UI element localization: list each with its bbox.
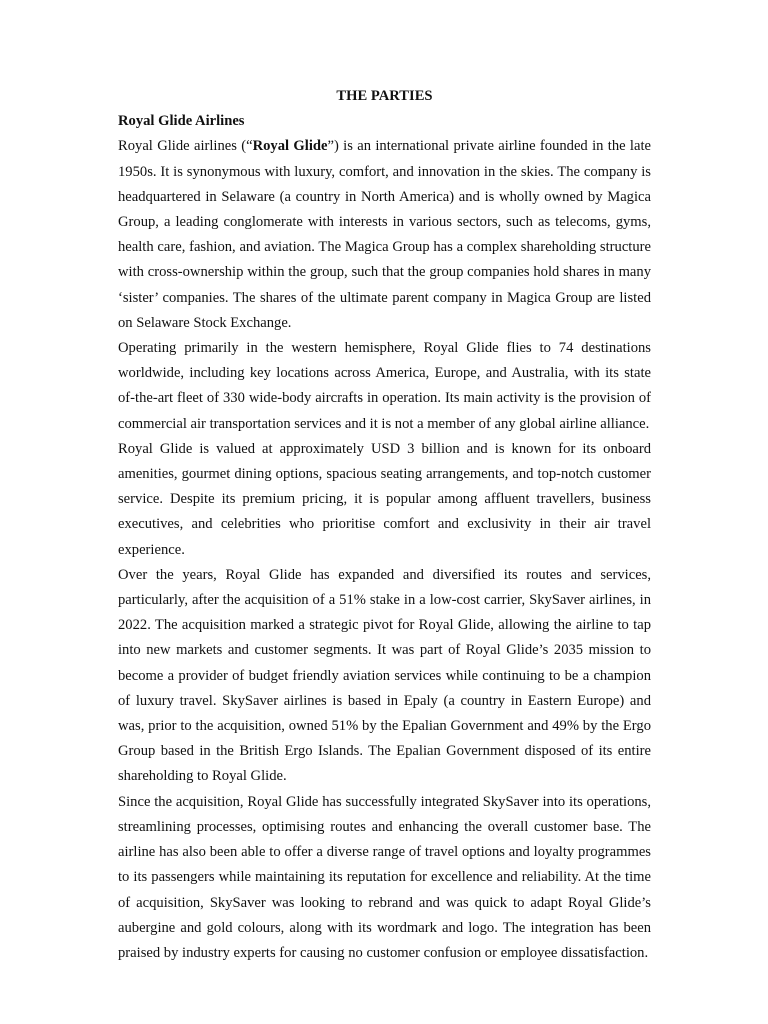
document-page (118, 84, 651, 966)
paragraph-integration: Since the acquisition, Royal Glide has successfully integrated SkySaver into its operations, streamlining processes, optimising routes and enhancing the overall customer base. The airline has also been able to offer a diverse range of travel options and loyalty programmes to its passengers while maintaining its reputation for excellence and reliability. At the time of acquisition, SkySaver was looking to rebrand and was quick to adapt Royal Glide’s aubergine and gold colours, along with its wordmark and logo. The integration has been praised by industry experts for causing no customer confusion or employee dissatisfaction. (118, 793, 651, 961)
paragraph-operations: Operating primarily in the western hemisphere, Royal Glide flies to 74 destinations worldwide, including key locations across America, Europe, and Australia, with its state of-the-art fleet of 330 wide-body aircrafts in operation. Its main activity is the provision of commercial air transportation services and it is not a member of any global airline alliance. (118, 340, 651, 432)
section-heading: Royal Glide Airlines (118, 113, 245, 130)
paragraph-intro-post: ”) is an international private airline founded in the late 1950s. It is synonymous with luxury, comfort, and innovation in the skies. The company is headquartered in Selaware (a country in North America) and is wholly owned by Magica Group, a leading conglomerate with interests in various sectors, such as telecoms, gyms, health care, fashion, and aviation. The Magica Group has a complex shareholding structure with cross-ownership within the group, such that the group companies hold shares in many ‘sister’ companies. The shares of the ultimate parent company in Magica Group are listed on Selaware Stock Exchange. (118, 138, 651, 331)
paragraph-intro-pre: Royal Glide airlines (“ (118, 138, 253, 155)
paragraph-acquisition: Over the years, Royal Glide has expanded and diversified its routes and services, particularly, after the acquisition of a 51% stake in a low-cost carrier, SkySaver airlines, in 2022. The acquisition marked a strategic pivot for Royal Glide, allowing the airline to tap into new markets and customer segments. It was part of Royal Glide’s 2035 mission to become a provider of budget friendly aviation services while continuing to be a champion of luxury travel. SkySaver airlines is based in Epaly (a country in Eastern Europe) and was, prior to the acquisition, owned 51% by the Epalian Government and 49% by the Ergo Group based in the British Ergo Islands. The Epalian Government disposed of its entire shareholding to Royal Glide. (118, 566, 651, 785)
paragraph-intro (118, 134, 651, 336)
defined-term-royal-glide: Royal Glide (252, 138, 328, 155)
paragraph-valuation: Royal Glide is valued at approximately USD 3 billion and is known for its onboard amenities, gourmet dining options, spacious seating arrangements, and top-notch customer service. Despite its premium pricing, it is popular among affluent travellers, business executives, and celebrities who prioritise comfort and exclusivity in their air travel experience. (118, 440, 651, 558)
document-title: THE PARTIES (336, 88, 433, 104)
